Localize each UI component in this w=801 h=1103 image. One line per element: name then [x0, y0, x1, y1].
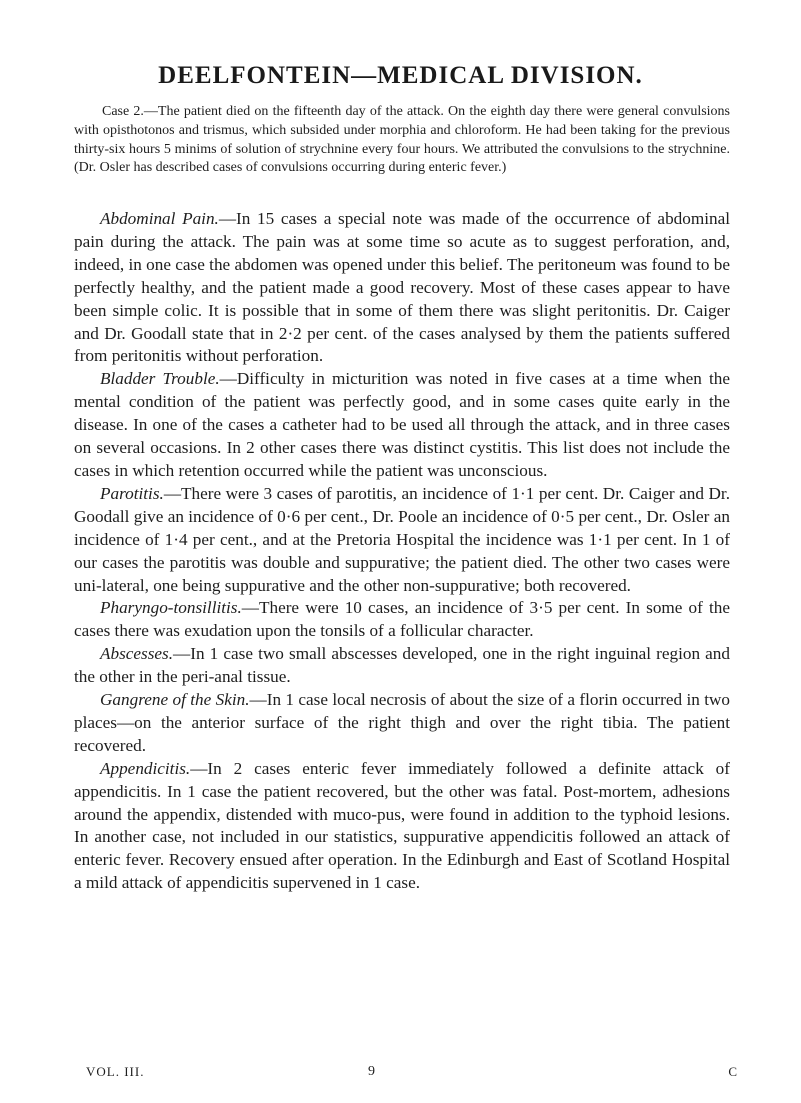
- paragraph-gangrene-of-the-skin: [74, 689, 730, 758]
- paragraph-bladder-trouble: [74, 368, 730, 483]
- paragraph-text: —In 1 case local necrosis of about the size of a florin occurred in two places—on the anterior surface of the right thigh and over the right tibia. The patient recovered.: [74, 690, 730, 755]
- paragraph-title: Pharyngo-tonsillitis.: [100, 598, 242, 618]
- paragraph-text: —Difficulty in micturition was noted in five cases at a time when the mental condition of the patient was perfectly good, and in some cases quite early in the disease. In one of the cases a catheter had to be used all through the attack, and in three cases on several occasions. In 2 other cases there was distinct cystitis. This list does not include the cases in which retention occurred while the patient was unconscious.: [74, 369, 730, 480]
- page-footer: [86, 1064, 737, 1084]
- paragraph-abscesses: [74, 643, 730, 689]
- page-number: 9: [368, 1064, 375, 1079]
- paragraph-pharyngo-tonsillitis: [74, 597, 730, 643]
- paragraph-title: Gangrene of the Skin.: [100, 690, 250, 710]
- paragraph-text: —There were 10 cases, an incidence of 3·5 per cent. In some of the cases there was exudation upon the tonsils of a follicular character.: [74, 598, 730, 641]
- paragraph-title: Appendicitis.: [100, 758, 191, 778]
- page-heading: DEELFONTEIN—MEDICAL DIVISION.: [158, 62, 643, 89]
- paragraph-appendicitis: [74, 758, 730, 895]
- paragraph-title: Bladder Trouble.: [100, 369, 220, 389]
- paragraph-title: Parotitis.: [100, 483, 164, 503]
- paragraph-text: —In 2 cases enteric fever immediately followed a definite attack of appendicitis. In 1 case the patient recovered, but the other was fatal. Post-mortem, adhesions around the appendix, distended with muco-pus, were found in addition to the typhoid lesions. In another case, not included in our statistics, suppurative appendicitis followed an attack of enteric fever. Recovery ensued after operation. In the Edinburgh and East of Scotland Hospital a mild attack of appendicitis supervened in 1 case.: [74, 758, 730, 893]
- paragraph-abdominal-pain: [74, 208, 730, 368]
- paragraph-parotitis: [74, 483, 730, 598]
- paragraph-title: Abscesses.: [100, 644, 174, 664]
- paragraph-text: —In 15 cases a special note was made of the occurrence of abdominal pain during the attack. The pain was at some time so acute as to suggest perforation, and, indeed, in one case the abdomen was opened under this belief. The peritoneum was found to be perfectly healthy, and the patient made a good recovery. Most of these cases appear to have been simple colic. It is possible that in some of them there was slight peritonitis. Dr. Caiger and Dr. Goodall state that in 2·2 per cent. of the cases analysed by them the patients suffered from peritonitis without perforation.: [74, 209, 730, 366]
- volume-label: VOL. III.: [86, 1064, 145, 1079]
- paragraph-title: Abdominal Pain.: [100, 209, 219, 228]
- body-text: [74, 208, 730, 895]
- signature-mark: C: [728, 1064, 737, 1079]
- paragraph-text: —In 1 case two small abscesses developed, one in the right inguinal region and the other in the peri-anal tissue.: [74, 644, 730, 687]
- case-note: Case 2.—The patient died on the fifteenth day of the attack. On the eighth day there were general convulsions with opisthotonos and trismus, which subsided under morphia and chloroform. He had been taking for the previous thirty-six hours 5 minims of solution of strychnine every four hours. We attributed the convulsions to the strychnine. (Dr. Osler has described cases of convulsions occurring during enteric fever.): [74, 104, 730, 176]
- paragraph-text: —There were 3 cases of parotitis, an incidence of 1·1 per cent. Dr. Caiger and Dr. Goodall give an incidence of 0·6 per cent., Dr. Poole an incidence of 0·5 per cent., Dr. Osler an incidence of 1·4 per cent., and at the Pretoria Hospital the incidence was 1·1 per cent. In 1 of our cases the parotitis was double and suppurative; the patient died. The other two cases were uni-lateral, one being suppurative and the other non-suppurative; both recovered.: [74, 483, 730, 595]
